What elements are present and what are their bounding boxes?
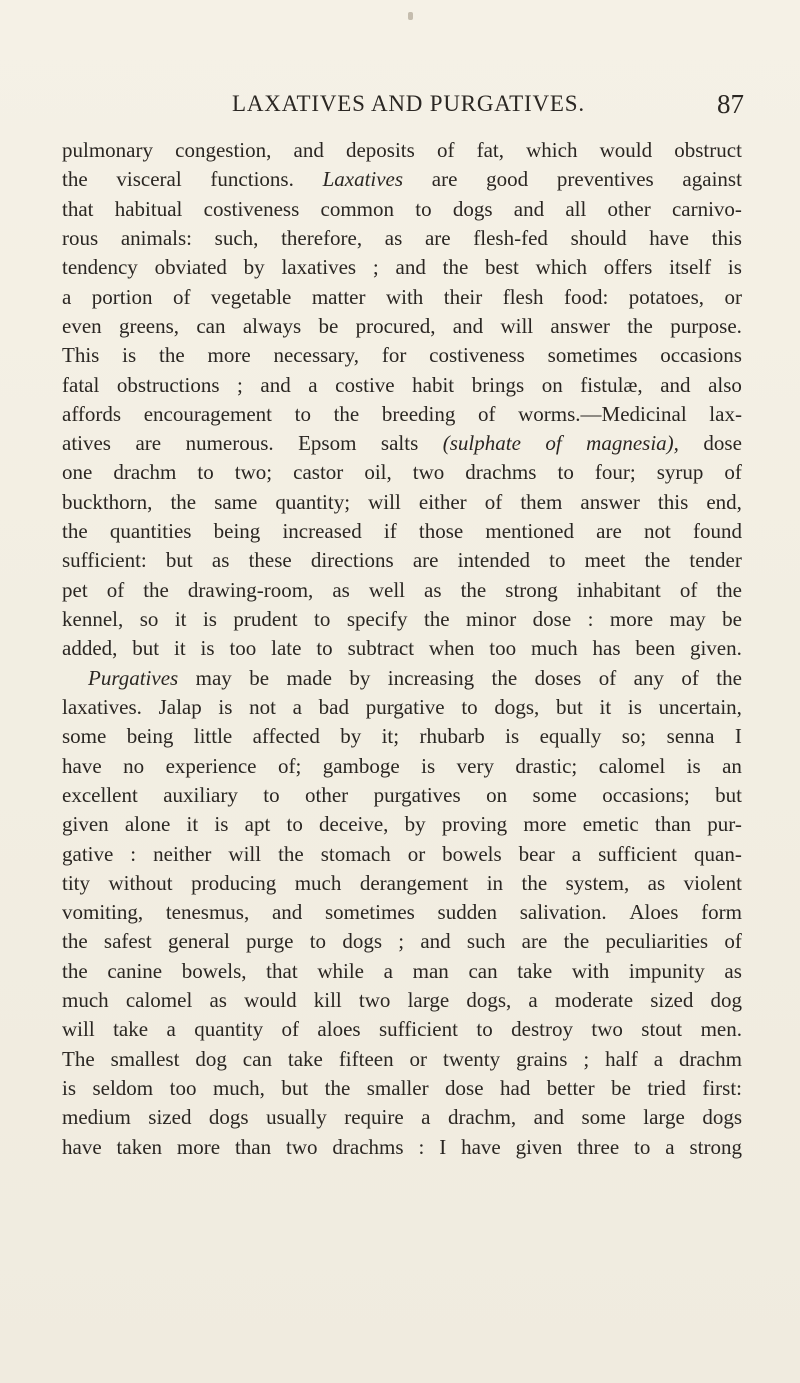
text-line: the quantities being increased if those mentioned are not found [62,519,742,544]
text-line: a portion of vegetable matter with their flesh food: potatoes, or [62,284,742,309]
text-line: This is the more necessary, for costiveness sometimes occasions [62,343,742,368]
text-line: even greens, can always be procured, and will answer the purpose. [62,313,742,338]
page-number: 87 [717,89,744,119]
ink-mark [408,12,413,20]
text-line: added, but it is too late to subtract when too much has been given. [62,636,742,661]
text-line: atives are numerous. Epsom salts (sulphate of magnesia), dose [62,431,742,456]
text-line: excellent auxiliary to other purgatives on some occasions; but [62,782,742,807]
page-header [232,91,744,127]
text-line: one drachm to two; castor oil, two drachms to four; syrup of [62,460,742,485]
text-line: the visceral functions. Laxatives are good preventives against [62,167,742,192]
text-line: pet of the drawing-room, as well as the strong inhabitant of the [62,577,742,602]
text-line: the safest general purge to dogs ; and such are the peculiarities of [62,929,742,954]
text-line: some being little affected by it; rhubarb is equally so; senna I [62,724,742,749]
text-line: will take a quantity of aloes sufficient to destroy two stout men. [62,1017,742,1042]
text-line: sufficient: but as these directions are intended to meet the tender [62,548,742,573]
body-text [62,136,742,1162]
text-line: medium sized dogs usually require a drachm, and some large dogs [62,1105,742,1130]
text-line: Purgatives may be made by increasing the doses of any of the [88,665,742,690]
text-line: laxatives. Jalap is not a bad purgative to dogs, but it is uncertain, [62,694,742,719]
text-line: kennel, so it is prudent to specify the minor dose : more may be [62,607,742,631]
text-line: fatal obstructions ; and a costive habit brings on fistulæ, and also [62,372,742,397]
text-line: affords encouragement to the breeding of worms.—Medicinal lax- [62,401,742,426]
text-line: much calomel as would kill two large dogs, a moderate sized dog [62,988,742,1013]
text-line: have taken more than two drachms : I have given three to a strong [62,1134,742,1159]
text-line: The smallest dog can take fifteen or twenty grains ; half a drachm [62,1046,742,1071]
text-line: buckthorn, the same quantity; will either of them answer this end, [62,489,742,514]
text-line: vomiting, tenesmus, and sometimes sudden salivation. Aloes form [62,900,742,925]
text-line: that habitual costiveness common to dogs and all other carnivo- [62,196,742,221]
text-line: given alone it is apt to deceive, by proving more emetic than pur- [62,812,742,837]
text-line: have no experience of; gamboge is very drastic; calomel is an [62,753,742,778]
text-line: tendency obviated by laxatives ; and the best which offers itself is [62,255,742,280]
text-line: the canine bowels, that while a man can take with impunity as [62,958,742,983]
running-title: LAXATIVES AND PURGATIVES. [232,91,585,116]
text-line: tity without producing much derangement in the system, as violent [62,870,742,895]
text-line: gative : neither will the stomach or bowels bear a sufficient quan- [62,841,742,866]
text-line: rous animals: such, therefore, as are flesh-fed should have this [62,225,742,250]
text-line: pulmonary congestion, and deposits of fat, which would obstruct [62,138,742,162]
text-line: is seldom too much, but the smaller dose had better be tried first: [62,1076,742,1100]
